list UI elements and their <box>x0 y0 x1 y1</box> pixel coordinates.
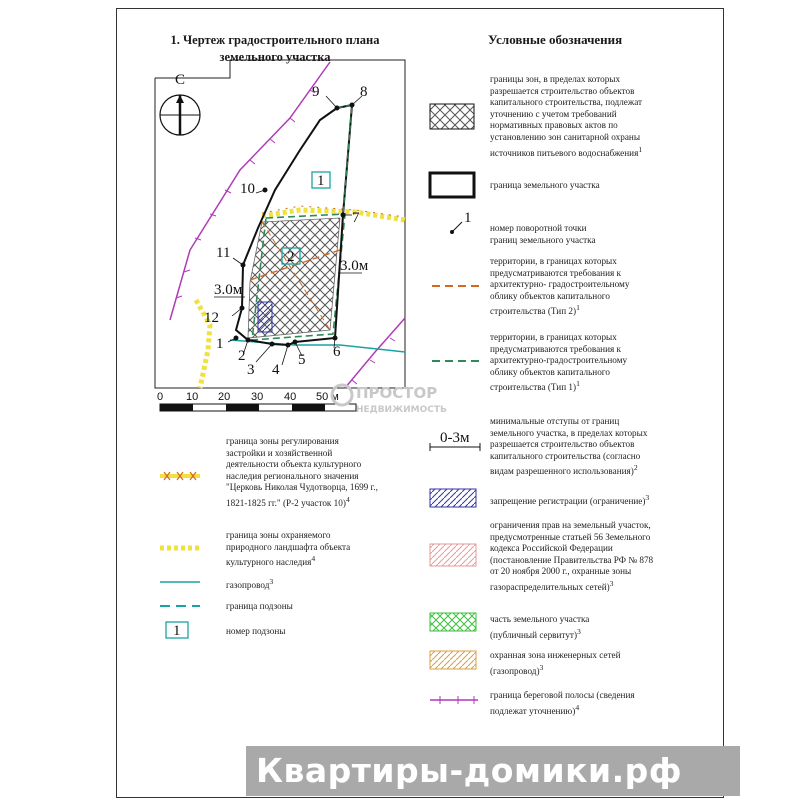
point-number-10: 10 <box>240 181 255 197</box>
legend-text-plot-boundary <box>490 180 708 192</box>
legend-landscape-line1: граница зоны охраняемого <box>226 530 331 540</box>
legend-rights-limit-line5: от 20 ноября 2000 г., охранные зоны <box>490 566 632 577</box>
legend-type2-line5: строительства (Тип 2) <box>490 306 577 317</box>
offset-label-right: 3.0м <box>340 258 369 274</box>
legend-setbacks-sample: 0-3м <box>440 430 470 446</box>
reg-ban-map <box>258 302 272 332</box>
legend-zone-bounds-line4: уточнению с учетом требований <box>490 108 617 119</box>
legend-text-setbacks <box>490 416 708 478</box>
legend-symbol-zone-bounds <box>430 104 474 129</box>
point-number-8: 8 <box>360 84 368 100</box>
legend-zone-bounds-line1: границы зон, в пределах которых <box>490 74 621 84</box>
legend-heritage-line6: 1821-1825 гг." (Р-2 участок 10) <box>226 498 346 509</box>
point-number-6: 6 <box>333 344 341 360</box>
drawing-title-line2: земельного участка <box>219 50 331 64</box>
legend-symbol-turn-point <box>450 222 462 234</box>
legend-text-subzone-bound <box>226 601 448 613</box>
legend-text-zone-bounds <box>490 74 708 159</box>
watermark-logo-line2: НЕДВИЖИМОСТЬ <box>356 405 447 415</box>
legend-reg-ban-line1: запрещение регистрации (ограничение) <box>490 496 646 507</box>
legend-heritage-line3: деятельности объекта культурного <box>226 459 362 470</box>
watermark-logo-line1: ПРОСТОР <box>356 384 438 402</box>
legend-symbol-shore-line <box>430 696 478 704</box>
legend-text-type1 <box>490 332 708 394</box>
legend-heritage-line4: наследия регионального значения <box>226 470 359 481</box>
legend-utility-zone-footnote: 3 <box>539 662 544 672</box>
legend-zone-bounds-line5: нормативных правовых актов по <box>490 120 618 131</box>
legend-symbol-plot-boundary <box>430 173 474 197</box>
legend-setbacks-line2: земельного участка, в пределах которых <box>490 427 648 438</box>
scale-tick-30: 30 <box>251 391 264 403</box>
north-arrow-icon <box>160 95 200 135</box>
legend-turn-point-line1: номер поворотной точки <box>490 223 587 233</box>
legend-gas-pipe-footnote: 3 <box>269 577 274 586</box>
legend-text-servitude <box>490 614 708 641</box>
legend-zone-bounds-line2: разрешается строительство объектов <box>490 85 635 96</box>
offset-label-left: 3.0м <box>214 282 243 298</box>
legend-utility-zone-line1: охранная зона инженерных сетей <box>490 650 621 660</box>
legend-rights-limit-line6: газораспределительных сетей) <box>490 582 610 593</box>
legend-setbacks-line4: капитального строительства (согласно <box>490 450 641 461</box>
scale-tick-0: 0 <box>157 391 164 403</box>
legend-rights-limit-footnote: 3 <box>609 578 614 588</box>
legend-heritage-line5: "Церковь Николая Чудотворца, 1699 г., <box>226 482 378 493</box>
legend-type2-line3: архитектурно- градостроительному <box>490 279 630 290</box>
legend-servitude-footnote: 3 <box>577 626 581 636</box>
legend-text-reg-ban <box>490 492 708 508</box>
legend-text-subzone-num <box>226 626 448 638</box>
point-number-9: 9 <box>312 84 320 100</box>
point-number-4: 4 <box>272 362 280 378</box>
legend-symbol-heritage-zone <box>160 472 200 480</box>
point-number-2: 2 <box>238 348 246 364</box>
legend-setbacks-line3: разрешается строительство объектов <box>490 439 635 450</box>
legend-type1-footnote: 1 <box>576 379 580 389</box>
legend-setbacks-line1: минимальные отступы от границ <box>490 416 620 426</box>
legend-heritage-footnote: 4 <box>345 494 350 504</box>
legend-gas-pipe-line1: газопровод <box>226 580 270 591</box>
legend-landscape-line3: культурного наследия <box>226 557 312 568</box>
legend-symbol-utility-zone <box>430 651 476 669</box>
legend-type1-line3: архитектурно-градостроительному <box>490 355 628 366</box>
scale-tick-20: 20 <box>218 391 231 403</box>
north-label: С <box>175 72 186 88</box>
legend-zone-bounds-footnote: 1 <box>638 144 643 154</box>
legend-rights-limit-line3: кодекса Российской Федерации <box>490 543 613 554</box>
legend-type2-line2: предусматриваются требования к <box>490 267 621 278</box>
legend-text-utility-zone <box>490 650 708 677</box>
scale-tick-10: 10 <box>186 391 199 403</box>
subzone-1-label: 1 <box>317 173 325 189</box>
legend-subzone-bound-line1: граница подзоны <box>226 601 293 611</box>
legend-type1-line5: строительства (Тип 1) <box>490 382 577 393</box>
scale-tick-40: 40 <box>284 391 297 403</box>
legend-zone-bounds-line6: установлению зон санитарной охраны <box>490 131 640 142</box>
legend-heritage-line2: застройки и хозяйственной <box>226 447 333 458</box>
point-number-5: 5 <box>298 352 306 368</box>
legend-text-heritage-zone <box>226 436 448 510</box>
point-number-11: 11 <box>216 245 231 261</box>
legend-setbacks-footnote: 2 <box>633 463 638 473</box>
legend-zone-bounds-line7: источников питьевого водоснабжения <box>490 147 639 158</box>
legend-text-type2 <box>490 256 708 318</box>
point-number-12: 12 <box>204 310 219 326</box>
subzone-2-label: 2 <box>287 249 295 265</box>
legend-turn-point-line2: границ земельного участка <box>490 234 596 245</box>
legend-type2-line1: территории, в границах которых <box>490 256 617 266</box>
legend-zone-bounds-line3: капитального строительства, подлежат <box>490 97 643 108</box>
legend-type1-line1: территории, в границах которых <box>490 332 617 342</box>
legend-subzone-num-sample: 1 <box>173 623 181 639</box>
legend-landscape-line2: природного ландшафта объекта <box>226 541 351 552</box>
legend-shore-line-line1: граница береговой полосы (сведения <box>490 690 635 700</box>
point-number-1: 1 <box>216 336 224 352</box>
legend-type2-line4: облику объектов капитального <box>490 290 610 301</box>
legend-type1-line4: облику объектов капитального <box>490 366 610 377</box>
drawing-title-line1: 1. Чертеж градостроительного плана <box>170 33 380 47</box>
legend-type1-line2: предусматриваются требования к <box>490 343 621 354</box>
legend-text-turn-point <box>490 223 708 246</box>
legend-type2-footnote: 1 <box>576 303 580 313</box>
legend-reg-ban-footnote: 3 <box>645 493 650 502</box>
legend-heritage-line1: граница зоны регулирования <box>226 436 339 446</box>
legend-shore-line-footnote: 4 <box>575 702 580 712</box>
legend-heading: Условные обозначения <box>488 32 623 47</box>
legend-setbacks-line5: видам разрешенного использования) <box>490 466 634 477</box>
legend-shore-line-line2: подлежат уточнению) <box>490 705 576 716</box>
legend-servitude-line2: (публичный сервитут) <box>490 629 577 640</box>
scale-bar <box>160 404 356 411</box>
legend-text-shore-line <box>490 690 708 717</box>
legend-servitude-line1: часть земельного участка <box>490 614 590 624</box>
legend-subzone-num-line1: номер подзоны <box>226 626 286 636</box>
legend-text-gas-pipe <box>226 576 448 592</box>
legend-turn-point-sample: 1 <box>464 210 472 226</box>
legend-text-rights-limit <box>490 520 708 594</box>
legend-text-landscape-zone <box>226 530 448 569</box>
point-number-3: 3 <box>247 362 255 378</box>
legend-utility-zone-line2: (газопровод) <box>490 665 540 676</box>
legend-rights-limit-line1: ограничения прав на земельный участок, <box>490 520 651 530</box>
legend-rights-limit-line2: предусмотренные статьей 56 Земельного <box>490 531 651 542</box>
legend-landscape-footnote: 4 <box>311 554 316 564</box>
legend-rights-limit-line4: (постановление Правительства РФ № 878 <box>490 554 654 565</box>
point-number-7: 7 <box>352 210 360 226</box>
watermark-text: Квартиры-домики.рф <box>256 751 682 790</box>
subzone-1-map <box>312 172 330 189</box>
scale-tick-50: 50 м <box>316 391 339 403</box>
legend-plot-boundary-line1: граница земельного участка <box>490 180 600 190</box>
